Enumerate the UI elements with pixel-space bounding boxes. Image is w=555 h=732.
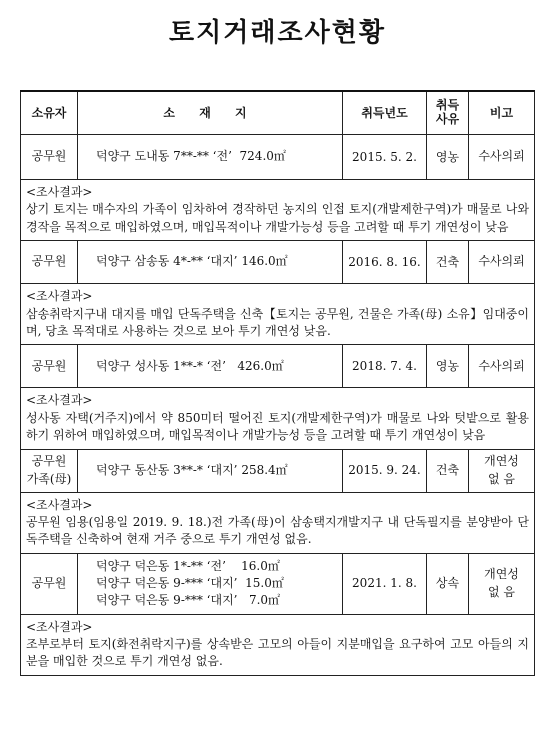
year-cell: 2015. 5. 2. [343, 135, 427, 180]
address-line: 덕양구 삼송동 4*-** ‘대지’ 146.0㎡ [96, 254, 288, 269]
result-text: 조부로부터 토지(화전취락지구)를 상속받은 고모의 아들이 지분매입을 요구하여 고모 아들의 지분을 매입한 것으로 투기 개연성 없음. [26, 637, 529, 669]
note-cell: 수사의뢰 [469, 241, 535, 284]
result-cell [21, 284, 535, 345]
result-label: <조사결과> [26, 393, 93, 408]
address-line: 덕양구 동산동 3**-* ‘대지’ 258.4㎡ [96, 462, 288, 477]
address-line: 덕양구 덕은동 9-*** ‘대지’ 15.0㎡ [96, 575, 284, 590]
note-cell: 개연성 없 음 [469, 553, 535, 614]
location-cell [78, 345, 343, 388]
result-cell [21, 180, 535, 241]
reason-cell: 건축 [427, 241, 469, 284]
header-note: 비고 [469, 91, 535, 135]
result-row [21, 284, 535, 345]
year-cell: 2018. 7. 4. [343, 345, 427, 388]
address-line: 덕양구 덕은동 9-*** ‘대지’ 7.0㎡ [96, 593, 281, 608]
result-text: 성사동 자택(거주지)에서 약 850미터 떨어진 토지(개발제한구역)가 매물로 나와 텃밭으로 활용하기 위하여 매입하였으며, 매입목적이나 개발가능성 등을 고려할 때 투기 개연성이 낮음 [26, 410, 529, 443]
location-cell [78, 241, 343, 284]
reason-cell: 영농 [427, 345, 469, 388]
result-text: 공무원 임용(임용일 2019. 9. 18.)전 가족(母)이 삼송택지개발지구 내 단독필지를 분양받아 단독주택을 신축하여 현재 거주 중으로 투기 개연성 없음. [26, 514, 529, 547]
owner-cell: 공무원 [21, 553, 78, 614]
table-row [21, 449, 535, 492]
result-label: <조사결과> [26, 497, 93, 512]
result-label: <조사결과> [26, 289, 93, 304]
result-row [21, 492, 535, 553]
header-location-text: 소 재 지 [163, 105, 257, 120]
location-cell [78, 449, 343, 492]
year-cell: 2016. 8. 16. [343, 241, 427, 284]
result-cell [21, 388, 535, 449]
note-cell: 수사의뢰 [469, 135, 535, 180]
owner-cell: 공무원 가족(母) [21, 449, 78, 492]
location-cell [78, 135, 343, 180]
location-cell [78, 553, 343, 614]
table-row [21, 553, 535, 614]
result-text: 상기 토지는 매수자의 가족이 임차하여 경작하던 농지의 인접 토지(개발제한구역)가 매물로 나와 경작을 목적으로 매입하였으며, 매입목적이나 개발가능성 등을 고려할 때 투기 개연성이 낮음 [26, 202, 529, 234]
header-location [78, 91, 343, 135]
result-row [21, 180, 535, 241]
result-cell [21, 614, 535, 675]
result-label: <조사결과> [26, 185, 93, 199]
header-year: 취득년도 [343, 91, 427, 135]
table-row [21, 241, 535, 284]
address-line: 덕양구 성사동 1**-* ‘전’ 426.0㎡ [96, 358, 284, 373]
reason-cell: 영농 [427, 135, 469, 180]
note-cell: 수사의뢰 [469, 345, 535, 388]
address-line: 덕양구 덕은동 1*-** ‘전’ 16.0㎡ [96, 558, 280, 573]
result-cell [21, 492, 535, 553]
reason-cell: 상속 [427, 553, 469, 614]
owner-cell: 공무원 [21, 135, 78, 180]
year-cell: 2021. 1. 8. [343, 553, 427, 614]
table-row [21, 345, 535, 388]
result-row [21, 614, 535, 675]
reason-cell: 건축 [427, 449, 469, 492]
document-title: 토지거래조사현황 [169, 18, 386, 48]
owner-cell: 공무원 [21, 241, 78, 284]
land-transaction-table [20, 90, 535, 676]
header-reason: 취득 사유 [427, 91, 469, 135]
year-cell: 2015. 9. 24. [343, 449, 427, 492]
address-line: 덕양구 도내동 7**-** ‘전’ 724.0㎡ [96, 149, 286, 164]
header-owner: 소유자 [21, 91, 78, 135]
result-text: 삼송취락지구내 대지를 매입 단독주택을 신축【토지는 공무원, 건물은 가족(母) 소유】임대중이며, 당초 목적대로 사용하는 것으로 보아 투기 개연성 낮음. [26, 306, 529, 338]
owner-cell: 공무원 [21, 345, 78, 388]
table-row [21, 135, 535, 180]
result-label: <조사결과> [26, 619, 93, 634]
note-cell: 개연성 없 음 [469, 449, 535, 492]
header-row [21, 91, 535, 135]
result-row [21, 388, 535, 449]
